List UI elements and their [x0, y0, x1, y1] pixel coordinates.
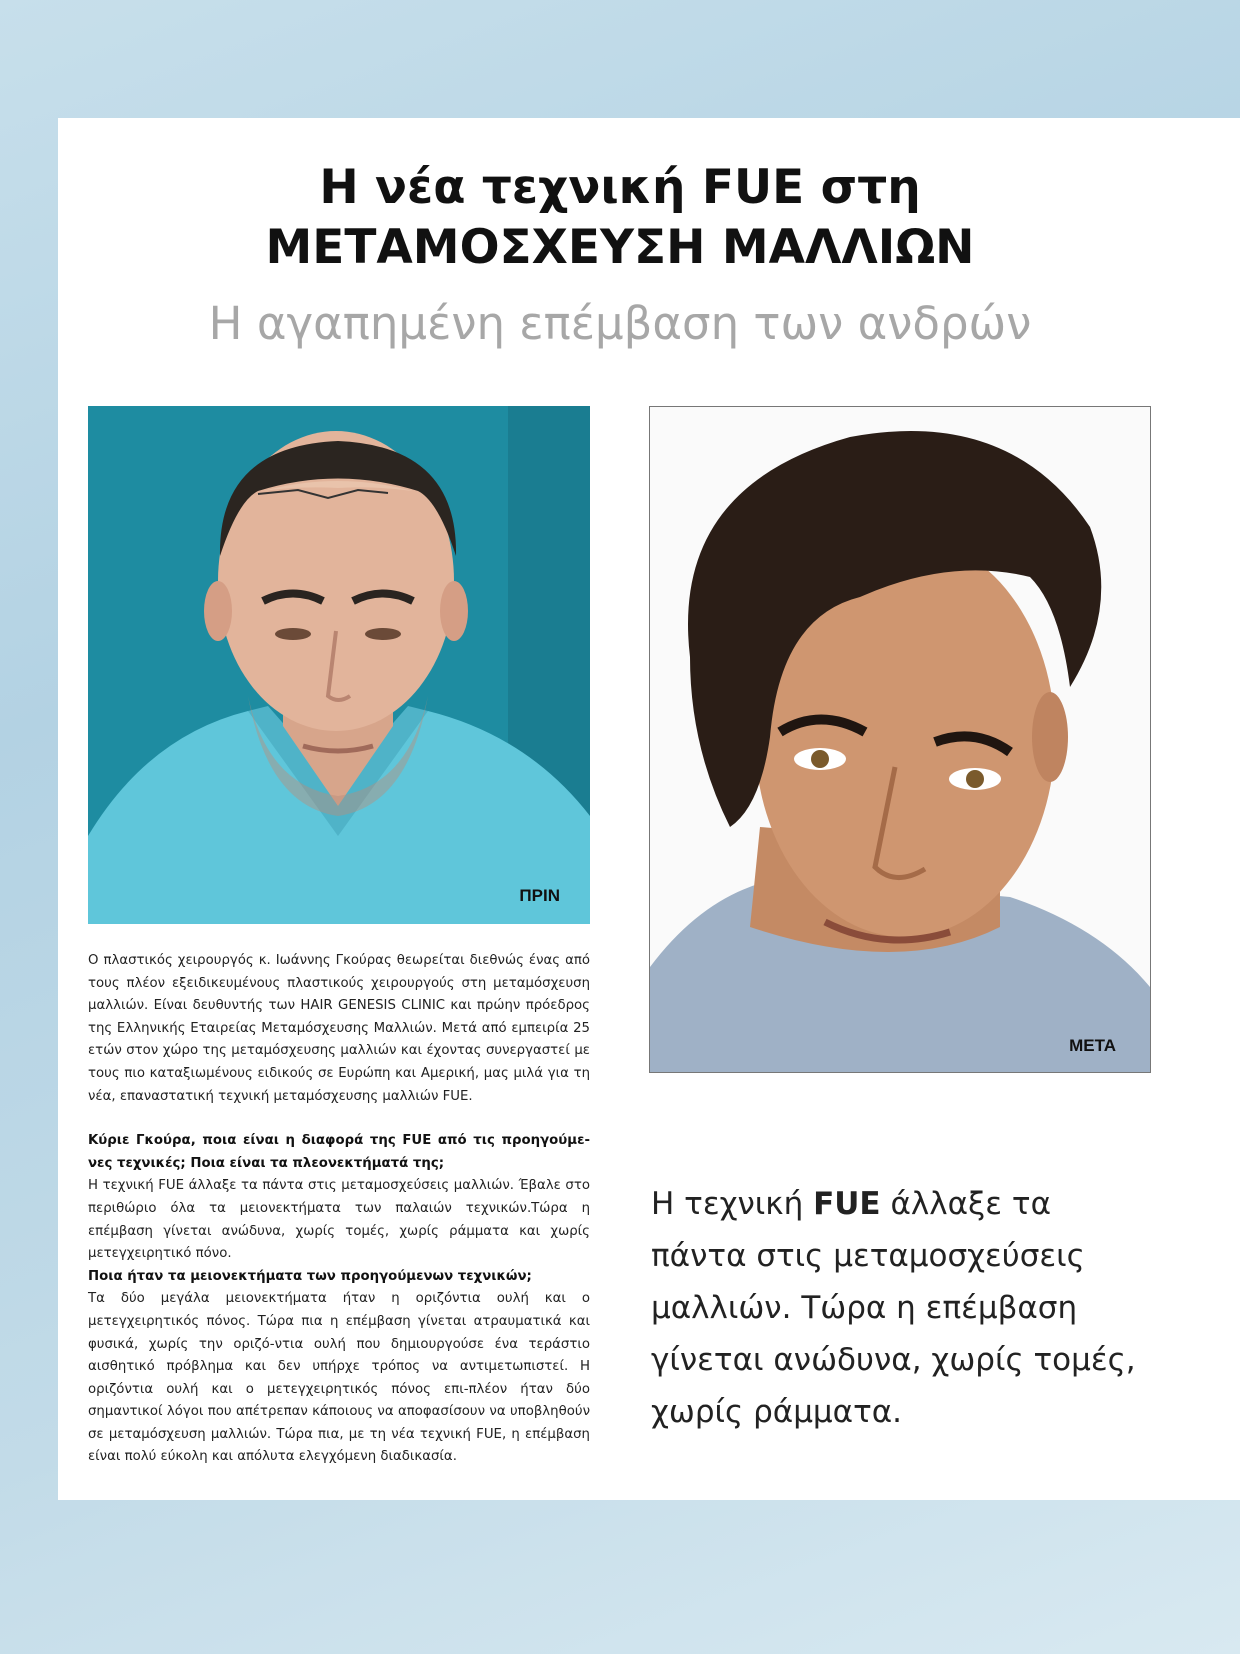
after-label: ΜΕΤΑ	[1069, 1036, 1116, 1055]
answer-1: Η τεχνική FUE άλλαξε τα πάντα στις μεταμοσχεύσεις μαλλιών. Έβαλε στο περιθώριο όλα τα μειονεκτήματα των παλαιών τεχνικών.Τώρα η επέμβαση γίνεται ανώδυνα, χωρίς τομές, χωρίς ράμματα και χωρίς μετεγχειρητικό πόνο.	[88, 1178, 590, 1262]
before-photo	[88, 406, 590, 924]
headline-line-2: ΜΕΤΑΜΟΣΧΕΥΣΗ ΜΑΛΛΙΩΝ	[265, 220, 975, 275]
after-photo	[649, 406, 1151, 1073]
subheadline: Η αγαπημένη επέμβαση των ανδρών	[208, 297, 1032, 350]
after-photo-illustration	[650, 407, 1150, 1072]
magazine-page	[58, 118, 1240, 1500]
headline	[58, 158, 1182, 278]
before-label: ΠΡΙΝ	[519, 886, 560, 905]
pull-quote-lead: Η τεχνική	[651, 1186, 814, 1222]
question-2: Ποια ήταν τα μειονεκτήματα των προηγούμενων τεχνικών;	[88, 1268, 532, 1284]
question-1: Κύριε Γκούρα, ποια είναι η διαφορά της FUE από τις προηγούμε-νες τεχνικές; Ποια είναι τα πλεονεκτήματά της;	[88, 1133, 590, 1171]
headline-line-1: Η νέα τεχνική FUE στη	[319, 160, 921, 215]
pull-quote-rest: άλλαξε τα πάντα στις μεταμοσχεύσεις μαλλιών. Τώρα η επέμβαση γίνεται ανώδυνα, χωρίς τομές, χωρίς ράμματα.	[651, 1186, 1136, 1430]
intro-paragraph: Ο πλαστικός χειρουργός κ. Ιωάννης Γκούρας θεωρείται διεθνώς ένας από τους πλέον εξειδικευμένους πλαστικούς χειρουργούς στη μεταμόσχευση μαλλιών. Είναι δευθυντής των HAIR GENESIS CLINIC και πρώην πρόεδρος της Ελληνικής Εταιρείας Μεταμόσχευσης Μαλλιών. Μετά από εμπειρία 25 ετών στον χώρο της μεταμόσχευσης μαλλιών και έχοντας συνεργαστεί με τους πιο καταξιωμένους ειδικούς σε Ευρώπη και Αμερική, μας μιλά για τη νέα, επαναστατική τεχνική μεταμόσχευσης μαλλιών FUE.	[88, 953, 590, 1104]
article-body	[88, 950, 590, 1469]
pull-quote-bold: FUE	[813, 1186, 881, 1222]
answer-2: Τα δύο μεγάλα μειονεκτήματα ήταν η οριζόντια ουλή και ο μετεγχειρητικός πόνος. Τώρα πια η επέμβαση γίνεται ατραυματικά και φυσικά, χωρίς την οριζό-ντια ουλή που δημιουργούσε ένα τεράστιο αισθητικό πρόβλημα και δεν υπήρχε τρόπος να αντιμετωπιστεί. Η οριζόντια ουλή και ο μετεγχειρητικός πόνος επι-πλέον ήταν δύο σημαντικοί λόγοι που απέτρεπαν κάποιους να αποφασίσουν να υποβληθούν σε μεταμόσχευση μαλλιών. Τώρα πια, με τη νέα τεχνική FUE, η επέμβαση είναι πολύ εύκολη και απόλυτα ελεγχόμενη διαδικασία.	[88, 1291, 590, 1465]
pull-quote	[651, 1178, 1151, 1438]
before-photo-illustration	[88, 406, 590, 924]
